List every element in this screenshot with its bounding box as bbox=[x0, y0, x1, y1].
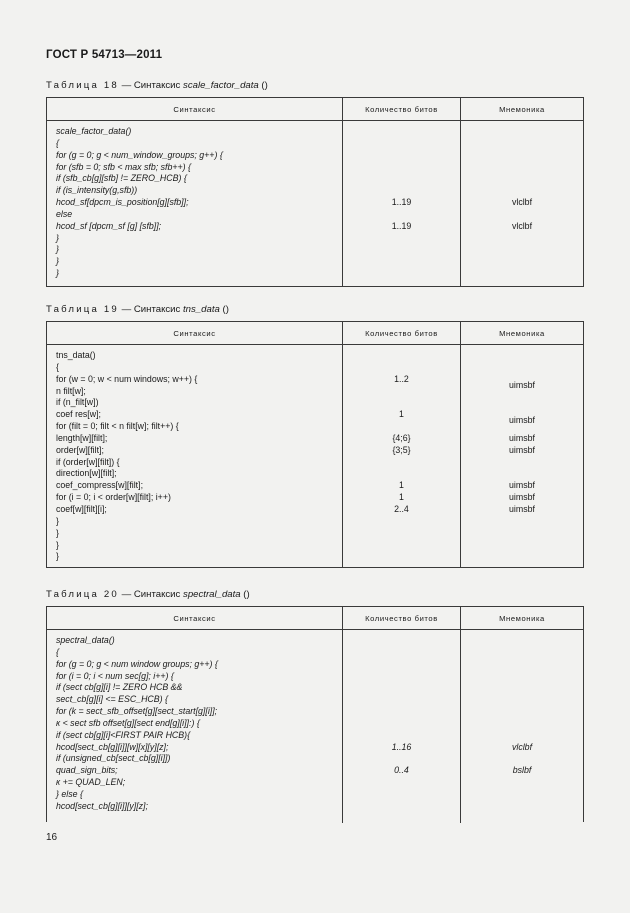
table-body bbox=[47, 630, 583, 823]
mnemonic-cell: uimsbf bbox=[509, 480, 535, 491]
code-line: for (filt = 0; filt < n filt[w]; filt++) { bbox=[56, 421, 179, 432]
code-line: if (unsigned_cb[sect_cb[g][i]]) bbox=[56, 753, 171, 764]
table-header-row bbox=[47, 98, 583, 121]
column-header-mnemonic: Мнемоника bbox=[499, 104, 545, 114]
code-line: if (sect cb[g][i]<FIRST PAIR HCB){ bbox=[56, 729, 191, 740]
column-header-bits: Количество битов bbox=[343, 98, 461, 120]
code-line: coef_compress[w][filt]; bbox=[56, 480, 144, 491]
code-line: sect_cb[g][i] <= ESC_HCB) { bbox=[56, 694, 168, 705]
bit-count-cell: 2..4 bbox=[394, 504, 409, 515]
mnemonic-column bbox=[461, 345, 583, 568]
table-20-function-name: spectral_data bbox=[183, 589, 241, 600]
bit-count-cell: 0..4 bbox=[394, 765, 409, 776]
bits-column bbox=[343, 630, 461, 823]
code-line: hcod[sect_cb[g][i]][y][z]; bbox=[56, 800, 148, 811]
bit-count-cell: 1..19 bbox=[391, 220, 412, 231]
bit-count-cell: 1 bbox=[399, 409, 404, 420]
table-header-row bbox=[47, 607, 583, 630]
document-header: ГОСТ Р 54713—2011 bbox=[46, 49, 163, 61]
code-line: { bbox=[56, 137, 59, 148]
mnemonic-cell: uimsbf bbox=[509, 432, 535, 443]
bits-column bbox=[343, 121, 461, 287]
column-header-syntax: Синтаксис bbox=[47, 98, 343, 120]
code-line: } bbox=[56, 268, 59, 279]
table-header-row bbox=[47, 322, 583, 345]
table-18 bbox=[46, 97, 584, 287]
code-line: spectral_data() bbox=[56, 635, 115, 645]
code-line: } bbox=[56, 232, 59, 243]
code-line: for (i = 0; i < order[w][filt]; i++) bbox=[56, 492, 171, 503]
table-19-caption: Таблица 19 — Синтаксис tns_data () bbox=[46, 304, 229, 315]
code-line: к += QUAD_LEN; bbox=[56, 777, 126, 788]
code-line: if (n_filt[w]) bbox=[56, 397, 99, 408]
mnemonic-cell: uimsbf bbox=[509, 379, 535, 390]
code-line: к < sect sfb offset[g][sect end[g][i]]:) { bbox=[56, 717, 200, 728]
code-line: } bbox=[56, 539, 59, 550]
syntax-column bbox=[47, 630, 343, 823]
mnemonic-cell: vlclbf bbox=[511, 741, 533, 752]
bit-count-cell: 1..16 bbox=[391, 741, 412, 752]
code-line: n filt[w]; bbox=[56, 385, 86, 396]
code-line: } bbox=[56, 551, 59, 562]
mnemonic-cell: uimsbf bbox=[509, 444, 535, 455]
code-line: } bbox=[56, 256, 59, 267]
mnemonic-column bbox=[461, 121, 583, 287]
syntax-column bbox=[47, 121, 343, 287]
mnemonic-cell: uimsbf bbox=[509, 492, 535, 503]
code-line: { bbox=[56, 646, 59, 657]
mnemonic-cell: vlclbf bbox=[511, 220, 533, 231]
mnemonic-cell: uimsbf bbox=[509, 504, 535, 515]
code-line: hcod[sect_cb[g][i]][w][x][y][z]; bbox=[56, 741, 169, 752]
code-line: order[w][filt]; bbox=[56, 444, 104, 455]
column-header-mnemonic: Мнемоника bbox=[499, 613, 545, 623]
mnemonic-cell: bslbf bbox=[512, 765, 532, 776]
bit-count-cell: {4;6} bbox=[392, 432, 411, 443]
table-20 bbox=[46, 606, 584, 822]
column-header-bits: Количество битов bbox=[343, 607, 461, 629]
bit-count-cell: 1..19 bbox=[391, 197, 412, 208]
code-line: coef res[w]; bbox=[56, 409, 101, 420]
table-18-function-name: scale_factor_data bbox=[183, 80, 259, 91]
code-line: for (w = 0; w < num windows; w++) { bbox=[56, 373, 198, 384]
column-header-syntax: Синтаксис bbox=[47, 607, 343, 629]
code-line: for (g = 0; g < num_window_groups; g++) { bbox=[56, 149, 223, 160]
bit-count-cell: 1 bbox=[399, 492, 404, 503]
code-line: for (k = sect_sfb_offset[g][sect_start[g][i]]; bbox=[56, 706, 218, 717]
mnemonic-cell: vlclbf bbox=[511, 197, 533, 208]
code-line: hcod_sf[dpcm_is_position[g][sfb]]; bbox=[56, 197, 189, 208]
table-20-caption: Таблица 20 — Синтаксис spectral_data () bbox=[46, 589, 250, 600]
code-line: if (sfb_cb[g][sfb] != ZERO_HCB) { bbox=[56, 173, 187, 184]
column-header-syntax: Синтаксис bbox=[47, 322, 343, 344]
bit-count-cell: 1..2 bbox=[394, 373, 409, 384]
code-line: } bbox=[56, 515, 59, 526]
code-line: direction[w][filt]; bbox=[56, 468, 117, 479]
bits-column bbox=[343, 345, 461, 568]
code-line: for (sfb = 0; sfb < max sfb; sfb++) { bbox=[56, 161, 191, 172]
code-line: for (g = 0; g < num window groups; g++) { bbox=[56, 658, 218, 669]
table-body bbox=[47, 121, 583, 287]
mnemonic-cell: uimsbf bbox=[509, 415, 535, 426]
code-line: } else { bbox=[56, 788, 83, 799]
syntax-column bbox=[47, 345, 343, 568]
code-line: quad_sign_bits; bbox=[56, 765, 118, 776]
table-18-label: Таблица 18 bbox=[46, 80, 119, 91]
table-19 bbox=[46, 321, 584, 568]
code-line: length[w][filt]; bbox=[56, 432, 108, 443]
code-line: { bbox=[56, 361, 59, 372]
code-line: if (sect cb[g][i] != ZERO HCB && bbox=[56, 682, 183, 693]
code-line: } bbox=[56, 527, 59, 538]
table-19-function-name: tns_data bbox=[183, 304, 220, 315]
code-line: hcod_sf [dpcm_sf [g] [sfb]]; bbox=[56, 220, 162, 231]
code-line: coef[w][filt][i]; bbox=[56, 503, 107, 514]
code-line: if (is_intensity(g,sfb)) bbox=[56, 185, 138, 196]
bit-count-cell: {3;5} bbox=[392, 444, 411, 455]
code-line: if (order[w][filt]) { bbox=[56, 456, 120, 467]
column-header-bits: Количество битов bbox=[343, 322, 461, 344]
page-number: 16 bbox=[46, 832, 58, 843]
table-19-label: Таблица 19 bbox=[46, 304, 119, 315]
mnemonic-column bbox=[461, 630, 583, 823]
code-line: for (i = 0; i < num sec[g]; i++) { bbox=[56, 670, 174, 681]
table-18-caption: Таблица 18 — Синтаксис scale_factor_data () bbox=[46, 80, 268, 91]
bit-count-cell: 1 bbox=[399, 480, 404, 491]
code-line: } bbox=[56, 244, 59, 255]
table-body bbox=[47, 345, 583, 568]
code-line: else bbox=[56, 208, 73, 219]
code-line: tns_data() bbox=[56, 350, 96, 360]
table-20-label: Таблица 20 bbox=[46, 589, 119, 600]
code-line: scale_factor_data() bbox=[56, 126, 132, 136]
column-header-mnemonic: Мнемоника bbox=[499, 328, 545, 338]
